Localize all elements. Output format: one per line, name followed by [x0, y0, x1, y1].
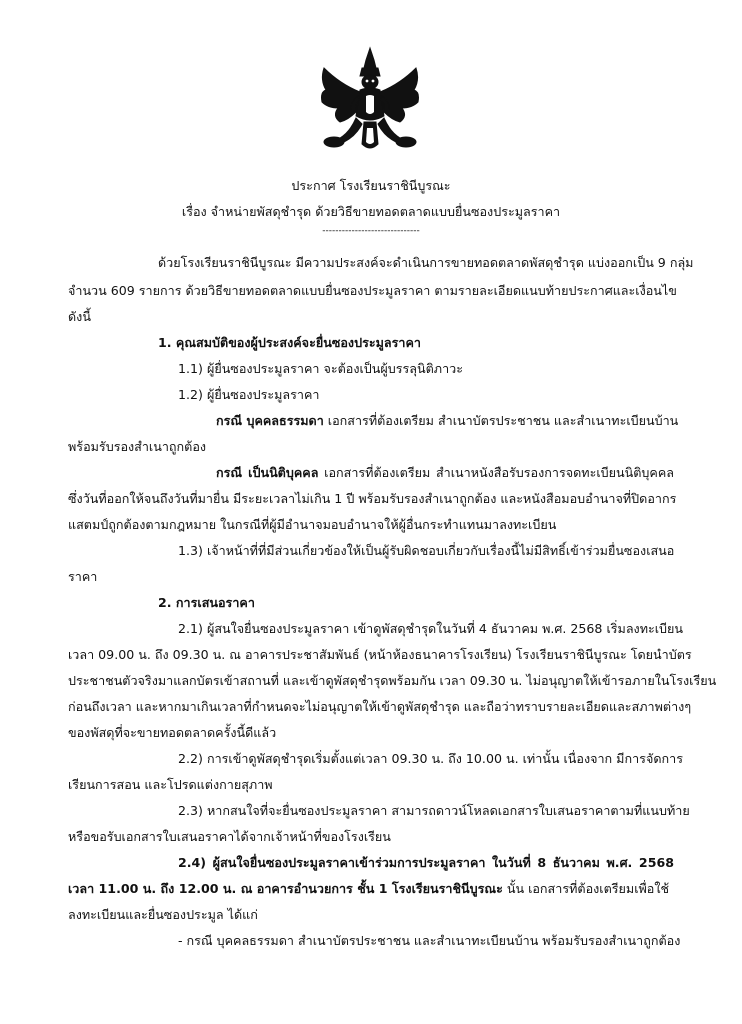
item-2-1-line-4: ก่อนถึงเวลา และหากมาเกินเวลาที่กำหนดจะไม่อนุญาตให้เข้าดูพัสดุชำรุด และถือว่าทราบรายละเอียดและสภาพต่างๆ	[68, 699, 692, 714]
item-2-2-line-1: 2.2) การเข้าดูพัสดุชำรุดเริ่มตั้งแต่เวลา 09.30 น. ถึง 10.00 น. เท่านั้น เนื่องจาก มีการจัดการ	[178, 751, 683, 766]
item-2-1-line-5: ของพัสดุที่จะขายทอดตลาดครั้งนี้ดีแล้ว	[68, 725, 277, 740]
announcement-subject: เรื่อง จำหน่ายพัสดุชำรุด ด้วยวิธีขายทอดตลาดแบบยื่นซองประมูลราคา	[181, 204, 561, 219]
item-1-3: 1.3) เจ้าหน้าที่ที่มีส่วนเกี่ยวข้องให้เป็นผู้รับผิดชอบเกี่ยวกับเรื่องนี้ไม่มีสิทธิ์เข้าร่วมยื่นซองเสนอ	[178, 543, 675, 558]
garuda-emblem-icon	[314, 46, 426, 156]
natural-person-text: เอกสารที่ต้องเตรียม สำเนาบัตรประชาชน และสำเนาทะเบียนบ้าน	[323, 413, 679, 428]
juristic-person-label: กรณี เป็นนิติบุคคล	[216, 465, 319, 480]
juristic-cont-1: ซึ่งวันที่ออกให้จนถึงวันที่มายื่น มีระยะเวลาไม่เกิน 1 ปี พร้อมรับรองสำเนาถูกต้อง และหนังสือมอบอำนาจที่ปิดอากร	[68, 491, 677, 506]
item-1-2: 1.2) ผู้ยื่นซองประมูลราคา	[178, 387, 320, 402]
item-2-2-line-2: เรียนการสอน และโปรดแต่งกายสุภาพ	[68, 777, 273, 792]
item-2-4-line-2-rest: นั้น เอกสารที่ต้องเตรียมเพื่อใช้	[502, 881, 670, 896]
announcement-title: ประกาศ โรงเรียนราชินีบูรณะ	[291, 178, 451, 193]
document-bullet-1: - กรณี บุคคลธรรมดา สำเนาบัตรประชาชน และสำเนาทะเบียนบ้าน พร้อมรับรองสำเนาถูกต้อง	[178, 933, 681, 948]
intro-line-2: จำนวน 609 รายการ ด้วยวิธีขายทอดตลาดแบบยื่นซองประมูลราคา ตามรายละเอียดแนบท้ายประกาศและเงื่อนไข	[68, 283, 677, 298]
juristic-cont-2: แสตมป์ถูกต้องตามกฎหมาย ในกรณีที่ผู้มีอำนาจมอบอำนาจให้ผู้อื่นกระทำแทนมาลงทะเบียน	[68, 517, 557, 532]
item-1-3-cont: ราคา	[68, 569, 98, 584]
item-2-4-line-1: 2.4) ผู้สนใจยื่นซองประมูลราคาเข้าร่วมการประมูลราคา ในวันที่ 8 ธันวาคม พ.ศ. 2568	[178, 855, 674, 870]
header-divider: ------------------------------	[322, 226, 420, 236]
item-2-4-line-3: ลงทะเบียนและยื่นซองประมูล ได้แก่	[68, 907, 258, 922]
juristic-person-text: เอกสารที่ต้องเตรียม สำเนาหนังสือรับรองการจดทะเบียนนิติบุคคล	[318, 465, 674, 480]
section-2-heading: 2. การเสนอราคา	[158, 595, 255, 610]
item-2-1-line-3: ประชาชนตัวจริงมาแลกบัตรเข้าสถานที่ และเข้าดูพัสดุชำรุดพร้อมกัน เวลา 09.30 น. ไม่อนุญาตให้เข้ารอภายในโรงเรียน	[68, 673, 717, 688]
item-2-1-line-1: 2.1) ผู้สนใจยื่นซองประมูลราคา เข้าดูพัสดุชำรุดในวันที่ 4 ธันวาคม พ.ศ. 2568 เริ่มลงทะเบียน	[178, 621, 684, 636]
item-2-4-line-2-bold: เวลา 11.00 น. ถึง 12.00 น. ณ อาคารอำนวยการ ชั้น 1 โรงเรียนราชินีบูรณะ	[68, 881, 503, 896]
natural-person-line	[216, 412, 679, 430]
natural-person-label: กรณี บุคคลธรรมดา	[216, 413, 324, 428]
natural-person-cont: พร้อมรับรองสำเนาถูกต้อง	[68, 439, 207, 454]
item-2-4-line-2	[68, 880, 669, 898]
item-2-3-line-2: หรือขอรับเอกสารใบเสนอราคาได้จากเจ้าหน้าที่ของโรงเรียน	[68, 829, 391, 844]
intro-line-1: ด้วยโรงเรียนราชินีบูรณะ มีความประสงค์จะดำเนินการขายทอดตลาดพัสดุชำรุด แบ่งออกเป็น 9 กลุ่ม	[158, 255, 694, 270]
juristic-person-line	[216, 464, 674, 482]
section-1-heading: 1. คุณสมบัติของผู้ประสงค์จะยื่นซองประมูลราคา	[158, 335, 421, 350]
item-2-3-line-1: 2.3) หากสนใจที่จะยื่นซองประมูลราคา สามารถดาวน์โหลดเอกสารใบเสนอราคาตามที่แนบท้าย	[178, 803, 690, 818]
item-1-1: 1.1) ผู้ยื่นซองประมูลราคา จะต้องเป็นผู้บรรลุนิติภาวะ	[178, 361, 464, 376]
intro-line-3: ดังนี้	[68, 309, 91, 324]
item-2-1-line-2: เวลา 09.00 น. ถึง 09.30 น. ณ อาคารประชาสัมพันธ์ (หน้าห้องธนาคารโรงเรียน) โรงเรียนราชินีบูรณะ โดยนำบัตร	[68, 647, 692, 662]
